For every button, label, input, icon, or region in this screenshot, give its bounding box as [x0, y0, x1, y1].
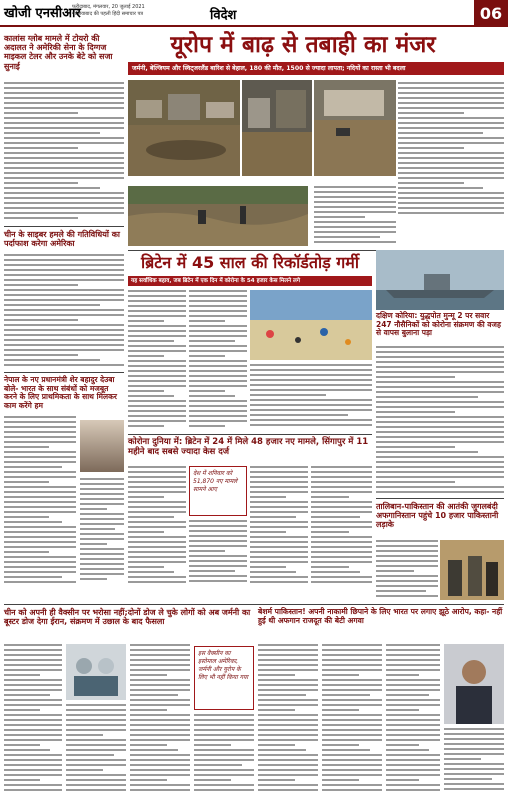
feature-subhead: जर्मनी, बेल्जियम और स्विट्जरलैंड बारिश से बेहाल, 180 की मौत, 1500 से ज्यादा लापता; नदियों का रास्ता भी बदला	[128, 62, 504, 75]
feature-headline: यूरोप में बाढ़ से तबाही का मंजर	[170, 31, 436, 58]
feature-body	[398, 82, 504, 217]
covid-body-2	[189, 520, 247, 588]
left-story-3-body	[4, 416, 76, 586]
covid-headline: कोरोना दुनिया में: ब्रिटेन में 24 में मिले 48 हजार नए मामले, सिंगापुर में 11 महीने बाद सबसे ज्यादा केस दर्ज	[128, 437, 369, 457]
bottom-right-body-3	[386, 644, 440, 796]
minister-photo	[444, 644, 504, 724]
left-story-3-body-b	[80, 478, 124, 586]
taliban-photo	[440, 540, 504, 600]
divider	[4, 226, 124, 227]
taliban-body	[376, 540, 438, 600]
masthead-dateline: फरीदाबाद, मंगलवार, 20 जुलाई 2021 गाज़ियाबाद की पहली हिंदी समाचार पत्र	[72, 4, 145, 17]
britain-body-3	[250, 364, 372, 430]
divider	[376, 498, 504, 499]
beach-photo	[250, 290, 372, 360]
flood-photo-main	[128, 80, 240, 176]
britain-headline: ब्रिटेन में 45 साल की रिकॉर्डतोड़ गर्मी	[141, 253, 359, 272]
brand-logo: खोजी एनसीआर	[4, 6, 81, 21]
divider	[4, 604, 504, 605]
bottom-left-body-3	[130, 644, 190, 796]
pull-quote: देश में शनिवार को 51,870 नए मामले सामने आए	[189, 466, 247, 516]
left-story-2-body	[4, 254, 124, 369]
left-headline-1: कालांस ग्लोब मामले में टोयरो की अदालत ने अमेरिकी सेना के दिग्गज माइकल टेलर और उनके बेटे को सजा सुनाई	[4, 34, 113, 71]
bottom-left-body-1	[4, 644, 62, 796]
bottom-left-body-4	[194, 714, 254, 796]
bottom-pull-quote: इस वैक्सीन का इस्तेमाल अमेरिका, जर्मनी और यूरोप के लिए भी नहीं किया गया	[194, 646, 254, 710]
britain-body-2	[189, 290, 247, 430]
masthead	[0, 0, 508, 27]
left-headline-2: चीन के साइबर हमले की गतिविधियों का पर्दाफाश करेगा अमेरिका	[4, 230, 120, 249]
korea-headline: दक्षिण कोरिया: युद्धपोत मुन्मू 2 पर सवार 247 नौसैनिकों को कोरोना संक्रमण की वजह से वापस बुलाना पड़ा	[376, 311, 501, 338]
britain-banner: यह सर्वाधिक बहाव, जब ब्रिटेन में एक दिन में कोरोना के 54 हजार केस मिलने लगे	[128, 276, 372, 286]
flood-photo-3	[314, 80, 396, 176]
left-headline-3: नेपाल के नए प्रधानमंत्री शेर बहादुर देउबा बोले- भारत के साथ संबंधों को मजबूत करने के लिए प्राथमिकता के साथ मिलकर काम करेंगे हम	[4, 375, 117, 410]
flood-photo-river	[128, 186, 308, 246]
bottom-right-body-4	[444, 728, 504, 796]
bottom-right-body-1	[258, 644, 318, 796]
divider	[4, 372, 124, 373]
page-number: 06	[474, 0, 508, 27]
flood-photo-2	[242, 80, 312, 176]
section-title: विदेश	[210, 8, 237, 23]
britain-body-1	[128, 290, 186, 430]
bottom-left-headline: चीन को अपनी ही वैक्सीन पर भरोसा नहीं;दोनों डोज ले चुके लोगों को अब जर्मनी का बूस्टर डोज देगा ईरान, संक्रमण में उछाल के बाद फैसला	[4, 608, 251, 627]
warship-photo	[376, 250, 504, 310]
bottom-right-headline: बेशर्म पाकिस्तान! अपनी नाकामी छिपाने के लिए भारत पर लगाए झूठे आरोप, कहा- नहीं हुई थी अफगान राजदूत की बेटी अगवा	[258, 607, 503, 625]
feature-body-b	[314, 186, 396, 246]
taliban-headline: तालिबान-पाकिस्तान की आतंकी जुगलबंदी अफगानिस्तान पहुंचे 10 हजार पाकिस्तानी लड़ाके	[376, 502, 499, 530]
left-story-1-body	[4, 82, 124, 222]
covid-body-3	[250, 466, 308, 588]
divider	[128, 434, 372, 435]
covid-body-4	[311, 466, 372, 588]
bottom-right-body-2	[322, 644, 382, 796]
korea-body	[376, 346, 504, 496]
pm-photo	[80, 420, 124, 472]
covid-body-1	[128, 466, 186, 588]
bottom-left-body-2	[66, 704, 126, 796]
vaccine-photo	[66, 644, 126, 700]
